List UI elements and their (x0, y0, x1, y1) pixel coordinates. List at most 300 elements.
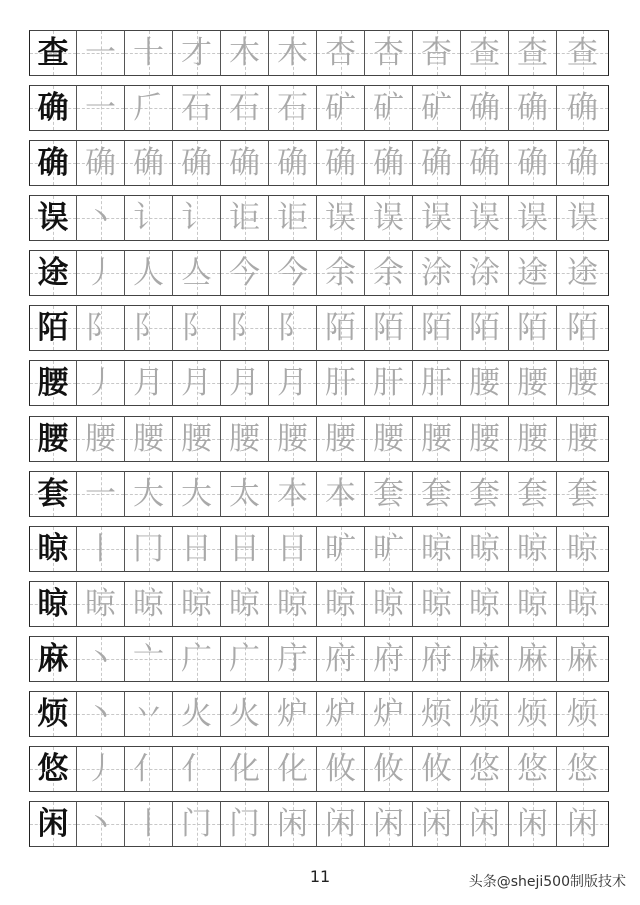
trace-character-cell (173, 30, 221, 76)
trace-character: 烦 (567, 695, 598, 732)
trace-character-cell (509, 526, 557, 572)
trace-character-cell (461, 581, 509, 627)
trace-character: 腰 (517, 364, 548, 401)
trace-character-cell (125, 746, 173, 792)
trace-character: 十 (133, 34, 164, 71)
trace-character-cell (413, 140, 461, 186)
trace-character-cell (413, 471, 461, 517)
trace-character-cell (413, 801, 461, 847)
trace-character-cell (557, 691, 609, 737)
trace-character: 晾 (421, 585, 452, 622)
trace-character-cell (557, 30, 609, 76)
trace-character-cell (317, 801, 365, 847)
trace-character: 悠 (567, 750, 598, 787)
trace-character: 才 (181, 34, 212, 71)
trace-character-cell (509, 581, 557, 627)
trace-character: 途 (567, 254, 598, 291)
model-character-cell (29, 250, 77, 296)
trace-character: 本 (325, 475, 356, 512)
trace-character: 晾 (325, 585, 356, 622)
trace-character-cell (509, 140, 557, 186)
trace-character-cell (509, 305, 557, 351)
trace-character: 日 (229, 530, 260, 567)
trace-character: 套 (373, 475, 404, 512)
trace-character-cell (461, 305, 509, 351)
trace-character-cell (461, 416, 509, 462)
trace-character: 晾 (469, 530, 500, 567)
trace-character: 晾 (277, 585, 308, 622)
trace-character-cell (365, 30, 413, 76)
trace-character: 烦 (517, 695, 548, 732)
trace-character-cell (413, 305, 461, 351)
trace-character: 丶 (85, 640, 116, 677)
trace-character-cell (221, 416, 269, 462)
practice-row (29, 471, 611, 517)
trace-character-cell (413, 30, 461, 76)
model-character: 悠 (37, 750, 69, 787)
trace-character-cell (557, 195, 609, 241)
trace-character: 广 (229, 640, 260, 677)
trace-character: 套 (517, 475, 548, 512)
trace-character: 麻 (517, 640, 548, 677)
trace-character: 一 (85, 475, 116, 512)
trace-character: 府 (373, 640, 404, 677)
trace-character-cell (221, 746, 269, 792)
trace-character: 腰 (85, 420, 116, 457)
trace-character-cell (221, 581, 269, 627)
trace-character-cell (557, 526, 609, 572)
trace-character: 闲 (469, 805, 500, 842)
trace-character: 套 (469, 475, 500, 512)
practice-row (29, 195, 611, 241)
trace-character: 亻 (181, 750, 212, 787)
trace-character: 石 (277, 89, 308, 126)
trace-character-cell (365, 305, 413, 351)
model-character: 闲 (37, 805, 69, 842)
trace-character: 麻 (469, 640, 500, 677)
trace-character: 晾 (229, 585, 260, 622)
trace-character-cell (317, 526, 365, 572)
trace-character: 丿 (85, 254, 116, 291)
trace-character: 晾 (181, 585, 212, 622)
trace-character: 腰 (133, 420, 164, 457)
trace-character: 府 (421, 640, 452, 677)
trace-character: 陌 (373, 309, 404, 346)
trace-character: 丨 (85, 530, 116, 567)
trace-character-cell (509, 801, 557, 847)
trace-character-cell (461, 746, 509, 792)
trace-character-cell (221, 85, 269, 131)
model-character-cell (29, 85, 77, 131)
trace-character-cell (269, 471, 317, 517)
trace-character-cell (77, 636, 125, 682)
trace-character: 腰 (229, 420, 260, 457)
trace-character-cell (173, 140, 221, 186)
trace-character-cell (125, 636, 173, 682)
trace-character: 丶 (85, 695, 116, 732)
trace-character: 庁 (277, 640, 308, 677)
trace-character: 确 (133, 144, 164, 181)
trace-character: 确 (421, 144, 452, 181)
trace-character-cell (221, 30, 269, 76)
model-character: 麻 (37, 640, 69, 677)
trace-character-cell (365, 250, 413, 296)
trace-character: 炉 (373, 695, 404, 732)
trace-character: 腰 (469, 420, 500, 457)
trace-character-cell (365, 581, 413, 627)
trace-character-cell (557, 140, 609, 186)
trace-character-cell (269, 801, 317, 847)
trace-character-cell (461, 30, 509, 76)
trace-character: 炉 (277, 695, 308, 732)
trace-character: 陌 (469, 309, 500, 346)
trace-character: 矿 (325, 89, 356, 126)
trace-character: 木 (277, 34, 308, 71)
trace-character: 烦 (421, 695, 452, 732)
trace-character-cell (269, 746, 317, 792)
trace-character: 丿 (85, 750, 116, 787)
trace-character-cell (221, 140, 269, 186)
trace-character: 大 (133, 475, 164, 512)
trace-character: 亼 (181, 254, 212, 291)
trace-character-cell (77, 250, 125, 296)
trace-character-cell (317, 581, 365, 627)
trace-character: 腰 (421, 420, 452, 457)
trace-character-cell (509, 746, 557, 792)
practice-row (29, 526, 611, 572)
model-character-cell (29, 416, 77, 462)
trace-character-cell (269, 416, 317, 462)
trace-character: 烦 (469, 695, 500, 732)
trace-character-cell (77, 801, 125, 847)
trace-character: 确 (229, 144, 260, 181)
trace-character-cell (365, 360, 413, 406)
model-character: 确 (37, 144, 69, 181)
trace-character-cell (221, 526, 269, 572)
trace-character: 石 (181, 89, 212, 126)
trace-character-cell (269, 250, 317, 296)
trace-character: 确 (517, 144, 548, 181)
trace-character-cell (77, 416, 125, 462)
trace-character: 腰 (373, 420, 404, 457)
trace-character-cell (269, 140, 317, 186)
trace-character: 今 (229, 254, 260, 291)
practice-row (29, 746, 611, 792)
trace-character: 肝 (373, 364, 404, 401)
trace-character-cell (365, 416, 413, 462)
model-character: 确 (37, 89, 69, 126)
trace-character-cell (461, 526, 509, 572)
trace-character-cell (221, 801, 269, 847)
trace-character: 𠂆 (133, 89, 164, 126)
model-character: 套 (37, 475, 69, 512)
model-character: 腰 (37, 364, 69, 401)
trace-character: 木 (229, 34, 260, 71)
trace-character-cell (173, 801, 221, 847)
trace-character: 亠 (133, 640, 164, 677)
trace-character-cell (557, 471, 609, 517)
trace-character-cell (77, 746, 125, 792)
trace-character: 一 (85, 89, 116, 126)
trace-character: 炉 (325, 695, 356, 732)
trace-character-cell (125, 250, 173, 296)
trace-character: 闲 (325, 805, 356, 842)
trace-character-cell (365, 140, 413, 186)
trace-character: 余 (373, 254, 404, 291)
trace-character-cell (221, 250, 269, 296)
trace-character-cell (77, 581, 125, 627)
trace-character: 晾 (567, 585, 598, 622)
model-character: 晾 (37, 585, 69, 622)
trace-character: 误 (373, 199, 404, 236)
trace-character: 晾 (567, 530, 598, 567)
trace-character: 矿 (373, 89, 404, 126)
trace-character: 套 (567, 475, 598, 512)
trace-character: 一 (85, 34, 116, 71)
trace-character-cell (269, 691, 317, 737)
trace-character: 丶 (85, 805, 116, 842)
trace-character: 本 (277, 475, 308, 512)
trace-character-cell (461, 471, 509, 517)
trace-character-cell (461, 636, 509, 682)
trace-character: 阝 (229, 309, 260, 346)
trace-character: 悠 (517, 750, 548, 787)
model-character: 误 (37, 199, 69, 236)
practice-row (29, 30, 611, 76)
trace-character-cell (365, 636, 413, 682)
model-character-cell (29, 581, 77, 627)
model-character-cell (29, 195, 77, 241)
model-character-cell (29, 636, 77, 682)
model-character-cell (29, 746, 77, 792)
trace-character-cell (173, 636, 221, 682)
trace-character: 误 (421, 199, 452, 236)
trace-character: 确 (181, 144, 212, 181)
model-character-cell (29, 305, 77, 351)
trace-character-cell (269, 581, 317, 627)
trace-character-cell (413, 416, 461, 462)
trace-character-cell (125, 85, 173, 131)
trace-character-cell (557, 305, 609, 351)
trace-character-cell (317, 195, 365, 241)
trace-character-cell (557, 250, 609, 296)
trace-character: 大 (181, 475, 212, 512)
trace-character-cell (77, 140, 125, 186)
trace-character: 闲 (421, 805, 452, 842)
trace-character-cell (125, 305, 173, 351)
trace-character: 陌 (567, 309, 598, 346)
trace-character-cell (317, 691, 365, 737)
trace-character-cell (509, 471, 557, 517)
trace-character: 腰 (567, 420, 598, 457)
trace-character-cell (77, 360, 125, 406)
trace-character-cell (413, 581, 461, 627)
trace-character-cell (125, 195, 173, 241)
trace-character: 月 (181, 364, 212, 401)
trace-character: 腰 (517, 420, 548, 457)
trace-character: 查 (469, 34, 500, 71)
trace-character: 肝 (421, 364, 452, 401)
trace-character: 月 (133, 364, 164, 401)
trace-character-cell (125, 471, 173, 517)
practice-row (29, 581, 611, 627)
trace-character-cell (317, 636, 365, 682)
trace-character-cell (317, 305, 365, 351)
trace-character-cell (77, 305, 125, 351)
trace-character-cell (269, 360, 317, 406)
model-character-cell (29, 140, 77, 186)
trace-character-cell (125, 691, 173, 737)
trace-character-cell (509, 636, 557, 682)
trace-character-cell (173, 746, 221, 792)
trace-character: 杳 (421, 34, 452, 71)
trace-character: 旷 (373, 530, 404, 567)
trace-character-cell (269, 85, 317, 131)
trace-character: 广 (181, 640, 212, 677)
trace-character-cell (221, 305, 269, 351)
trace-character: 确 (469, 89, 500, 126)
trace-character: 腰 (181, 420, 212, 457)
trace-character-cell (317, 250, 365, 296)
watermark: 头条@sheji500制版技术 (468, 874, 626, 890)
trace-character: 今 (277, 254, 308, 291)
trace-character: 查 (517, 34, 548, 71)
trace-character-cell (173, 195, 221, 241)
trace-character: 府 (325, 640, 356, 677)
trace-character-cell (125, 30, 173, 76)
trace-character: 确 (567, 144, 598, 181)
trace-character-cell (509, 195, 557, 241)
trace-character: 涂 (469, 254, 500, 291)
trace-character: 丿 (85, 364, 116, 401)
trace-character: 闲 (567, 805, 598, 842)
trace-character: 余 (325, 254, 356, 291)
trace-character-cell (77, 526, 125, 572)
trace-character: 晾 (85, 585, 116, 622)
trace-character-cell (461, 250, 509, 296)
trace-character-cell (509, 30, 557, 76)
trace-character-cell (509, 360, 557, 406)
trace-character-cell (77, 691, 125, 737)
trace-character: 门 (181, 805, 212, 842)
trace-character: 途 (517, 254, 548, 291)
trace-character: 陌 (517, 309, 548, 346)
trace-character-cell (317, 360, 365, 406)
trace-character-cell (269, 526, 317, 572)
trace-character: 误 (567, 199, 598, 236)
trace-character-cell (461, 360, 509, 406)
trace-character: 冂 (133, 530, 164, 567)
practice-row (29, 691, 611, 737)
trace-character: 攸 (325, 750, 356, 787)
trace-character-cell (557, 416, 609, 462)
trace-character-cell (173, 85, 221, 131)
trace-character: 确 (469, 144, 500, 181)
trace-character-cell (509, 250, 557, 296)
trace-character: 陌 (421, 309, 452, 346)
trace-character-cell (317, 85, 365, 131)
trace-character: 攸 (421, 750, 452, 787)
trace-character: 日 (277, 530, 308, 567)
trace-character-cell (461, 691, 509, 737)
trace-character: 涂 (421, 254, 452, 291)
trace-character-cell (125, 801, 173, 847)
trace-character-cell (557, 746, 609, 792)
trace-character: 火 (181, 695, 212, 732)
trace-character-cell (221, 360, 269, 406)
trace-character: 晾 (517, 585, 548, 622)
trace-character-cell (317, 140, 365, 186)
trace-character: 月 (277, 364, 308, 401)
trace-character-cell (77, 471, 125, 517)
trace-character-cell (461, 140, 509, 186)
trace-character-cell (173, 581, 221, 627)
trace-character: 确 (517, 89, 548, 126)
trace-character: 讵 (229, 199, 260, 236)
trace-character-cell (557, 636, 609, 682)
trace-character: 门 (229, 805, 260, 842)
trace-character-cell (461, 801, 509, 847)
model-character-cell (29, 691, 77, 737)
trace-character: 月 (229, 364, 260, 401)
trace-character: 陌 (325, 309, 356, 346)
trace-character: 丶 (85, 199, 116, 236)
trace-character-cell (413, 691, 461, 737)
practice-row (29, 801, 611, 847)
trace-character-cell (173, 250, 221, 296)
trace-character: 晾 (469, 585, 500, 622)
trace-character: 腰 (277, 420, 308, 457)
model-character-cell (29, 526, 77, 572)
model-character-cell (29, 471, 77, 517)
trace-character: 化 (277, 750, 308, 787)
model-character: 途 (37, 254, 69, 291)
trace-character: 晾 (421, 530, 452, 567)
trace-character: 杏 (325, 34, 356, 71)
trace-character: 旷 (325, 530, 356, 567)
model-character: 晾 (37, 530, 69, 567)
trace-character-cell (221, 691, 269, 737)
trace-character: 悠 (469, 750, 500, 787)
trace-character-cell (173, 691, 221, 737)
trace-character-cell (125, 581, 173, 627)
trace-character-cell (269, 30, 317, 76)
trace-character-cell (77, 30, 125, 76)
trace-character: 日 (181, 530, 212, 567)
trace-character-cell (557, 801, 609, 847)
practice-row (29, 140, 611, 186)
trace-character: 火 (229, 695, 260, 732)
trace-character: 麻 (567, 640, 598, 677)
trace-character: 化 (229, 750, 260, 787)
trace-character: 人 (133, 254, 164, 291)
trace-character: 攸 (373, 750, 404, 787)
trace-character: 亻 (133, 750, 164, 787)
trace-character-cell (509, 85, 557, 131)
trace-character-cell (413, 360, 461, 406)
trace-character-cell (173, 360, 221, 406)
trace-character: 闲 (277, 805, 308, 842)
trace-character-cell (413, 526, 461, 572)
trace-character: 讵 (277, 199, 308, 236)
trace-character-cell (221, 195, 269, 241)
trace-character-cell (173, 471, 221, 517)
trace-character: 晾 (133, 585, 164, 622)
trace-character-cell (557, 360, 609, 406)
trace-character: 确 (373, 144, 404, 181)
trace-character: 矿 (421, 89, 452, 126)
trace-character: 阝 (133, 309, 164, 346)
